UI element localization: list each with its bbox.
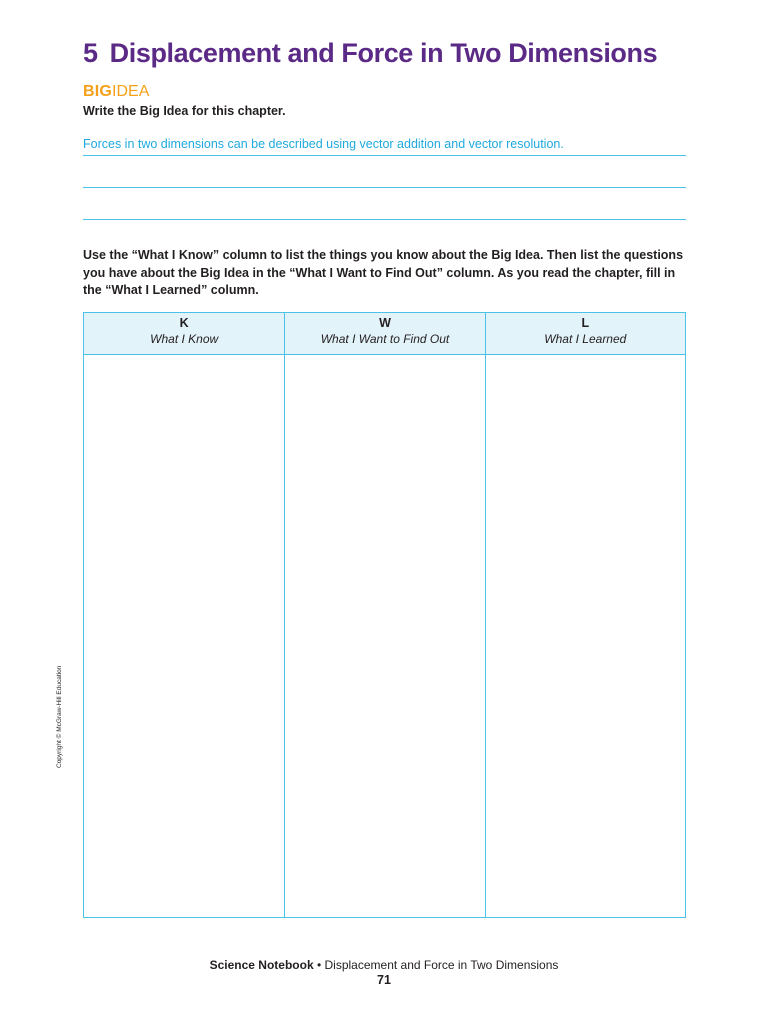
kwl-letter-w: W	[379, 316, 391, 330]
big-idea-answer[interactable]: Forces in two dimensions can be described using vector addition and vector resolution.	[83, 137, 564, 151]
kwl-letter-l: L	[581, 316, 590, 330]
chapter-title	[83, 38, 657, 69]
answer-line-3[interactable]	[83, 219, 686, 220]
kwl-letter-k: K	[179, 316, 189, 330]
kwl-know-cell[interactable]	[84, 355, 284, 917]
footer-chapter-title: Displacement and Force in Two Dimensions	[324, 958, 559, 972]
kwl-label-know: What I Know	[150, 332, 219, 346]
kwl-header-want	[284, 313, 484, 355]
footer-book: Science Notebook	[209, 958, 314, 972]
kwl-header-learned	[485, 313, 685, 355]
big-idea-label-light: IDEA	[112, 83, 150, 100]
kwl-learned-cell[interactable]	[485, 355, 685, 917]
page-footer	[0, 958, 768, 972]
footer-separator: •	[313, 958, 325, 972]
page-number: 71	[377, 973, 391, 987]
chapter-title-text: Displacement and Force in Two Dimensions	[109, 38, 658, 68]
kwl-label-want: What I Want to Find Out	[320, 332, 450, 346]
kwl-want-cell[interactable]	[284, 355, 484, 917]
big-idea-label	[83, 83, 149, 101]
kwl-instructions: Use the “What I Know” column to list the things you know about the Big Idea. Then list the questions you have about the Big Idea in the “What I Want to Find Out” column. As you read the chapter, fill in the “What I Learned” column.	[83, 248, 684, 297]
copyright-notice: Copyright © McGraw-Hill Education	[56, 665, 63, 768]
chapter-number: 5	[83, 38, 98, 68]
big-idea-label-bold: BIG	[83, 83, 113, 100]
answer-line-1	[83, 155, 686, 156]
kwl-table	[83, 312, 686, 918]
kwl-header-know	[84, 313, 284, 355]
answer-line-2[interactable]	[83, 187, 686, 188]
big-idea-prompt: Write the Big Idea for this chapter.	[83, 104, 286, 118]
kwl-label-learned: What I Learned	[544, 332, 627, 346]
